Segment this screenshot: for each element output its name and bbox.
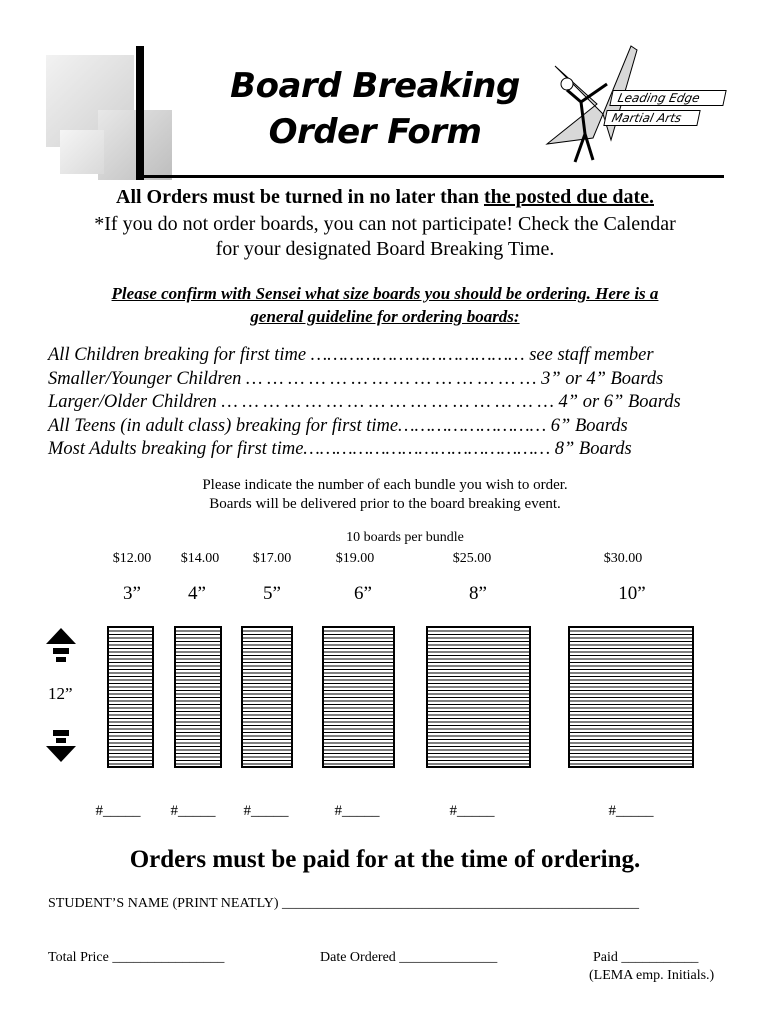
form-title-line2: Order Form — [268, 112, 482, 152]
header-rule — [144, 175, 724, 178]
payment-note: Orders must be paid for at the time of ordering. — [129, 846, 641, 873]
price-8in: $25.00 — [452, 551, 492, 566]
logo-text-line1: Leading Edge — [609, 90, 726, 106]
paid-note: (LEMA emp. Initials.) — [589, 968, 715, 983]
board-8in — [426, 626, 531, 768]
deadline-notice — [0, 186, 770, 209]
price-5in: $17.00 — [252, 551, 292, 566]
board-10in — [568, 626, 694, 768]
board-3in — [107, 626, 154, 768]
count-field-8in[interactable]: #_____ — [449, 803, 495, 819]
guideline-header-line2: general guideline for ordering boards: — [250, 307, 520, 326]
guideline-item: All Teens (in adult class) breaking for first time……………………… 6” Boards — [48, 415, 628, 436]
deadline-text: All Orders must be turned in no later than — [116, 186, 484, 208]
price-4in: $14.00 — [180, 551, 220, 566]
calendar-notice: for your designated Board Breaking Time. — [215, 238, 555, 260]
size-6in: 6” — [354, 583, 372, 604]
size-10in: 10” — [618, 583, 646, 604]
instructions-line2: Boards will be delivered prior to the board breaking event. — [209, 496, 561, 512]
size-4in: 4” — [188, 583, 206, 604]
header-vertical-bar — [136, 46, 144, 180]
student-name-field[interactable]: STUDENT’S NAME (PRINT NEATLY) ___________________________________________________ — [48, 896, 639, 911]
board-4in — [174, 626, 222, 768]
participation-notice: *If you do not order boards, you can not participate! Check the Calendar — [94, 213, 676, 235]
guideline-item: Larger/Older Children … … … … … … … … … … … … … … … … 4” or 6” Boards — [48, 392, 681, 412]
board-5in — [241, 626, 293, 768]
logo — [545, 44, 730, 169]
due-date-text: the posted due date. — [483, 186, 654, 208]
count-field-6in[interactable]: #_____ — [334, 803, 380, 819]
size-3in: 3” — [123, 583, 141, 604]
size-8in: 8” — [469, 583, 487, 604]
count-field-5in[interactable]: #_____ — [243, 803, 289, 819]
guideline-item: Most Adults breaking for first time……………………………………… 8” Boards — [48, 439, 632, 459]
bundle-note: 10 boards per bundle — [346, 530, 464, 545]
instructions-line1: Please indicate the number of each bundle you wish to order. — [202, 477, 568, 493]
count-field-10in[interactable]: #_____ — [608, 803, 654, 819]
count-field-3in[interactable]: #_____ — [95, 803, 141, 819]
guideline-list — [48, 344, 681, 462]
decorative-square — [60, 130, 104, 174]
guideline-header-line1: Please confirm with Sensei what size boards you should be ordering. Here is a — [111, 284, 659, 303]
price-10in: $30.00 — [603, 551, 643, 566]
price-6in: $19.00 — [335, 551, 375, 566]
logo-text-line2: Martial Arts — [603, 110, 700, 126]
karate-kick-icon — [545, 44, 730, 169]
guideline-item: All Children breaking for first time ………………………………… see staff member — [48, 345, 654, 365]
count-field-4in[interactable]: #_____ — [170, 803, 216, 819]
date-ordered-field[interactable]: Date Ordered ______________ — [320, 950, 498, 965]
price-3in: $12.00 — [112, 551, 152, 566]
paid-field[interactable]: Paid ___________ — [593, 950, 699, 965]
height-label: 12” — [48, 684, 73, 703]
total-price-field[interactable]: Total Price ________________ — [48, 950, 225, 965]
size-5in: 5” — [263, 583, 281, 604]
decorative-square — [98, 110, 172, 180]
form-title-line1: Board Breaking — [230, 66, 520, 106]
board-6in — [322, 626, 395, 768]
guideline-item: Smaller/Younger Children … … … … … … … … … … … … … … 3” or 4” Boards — [48, 368, 664, 389]
